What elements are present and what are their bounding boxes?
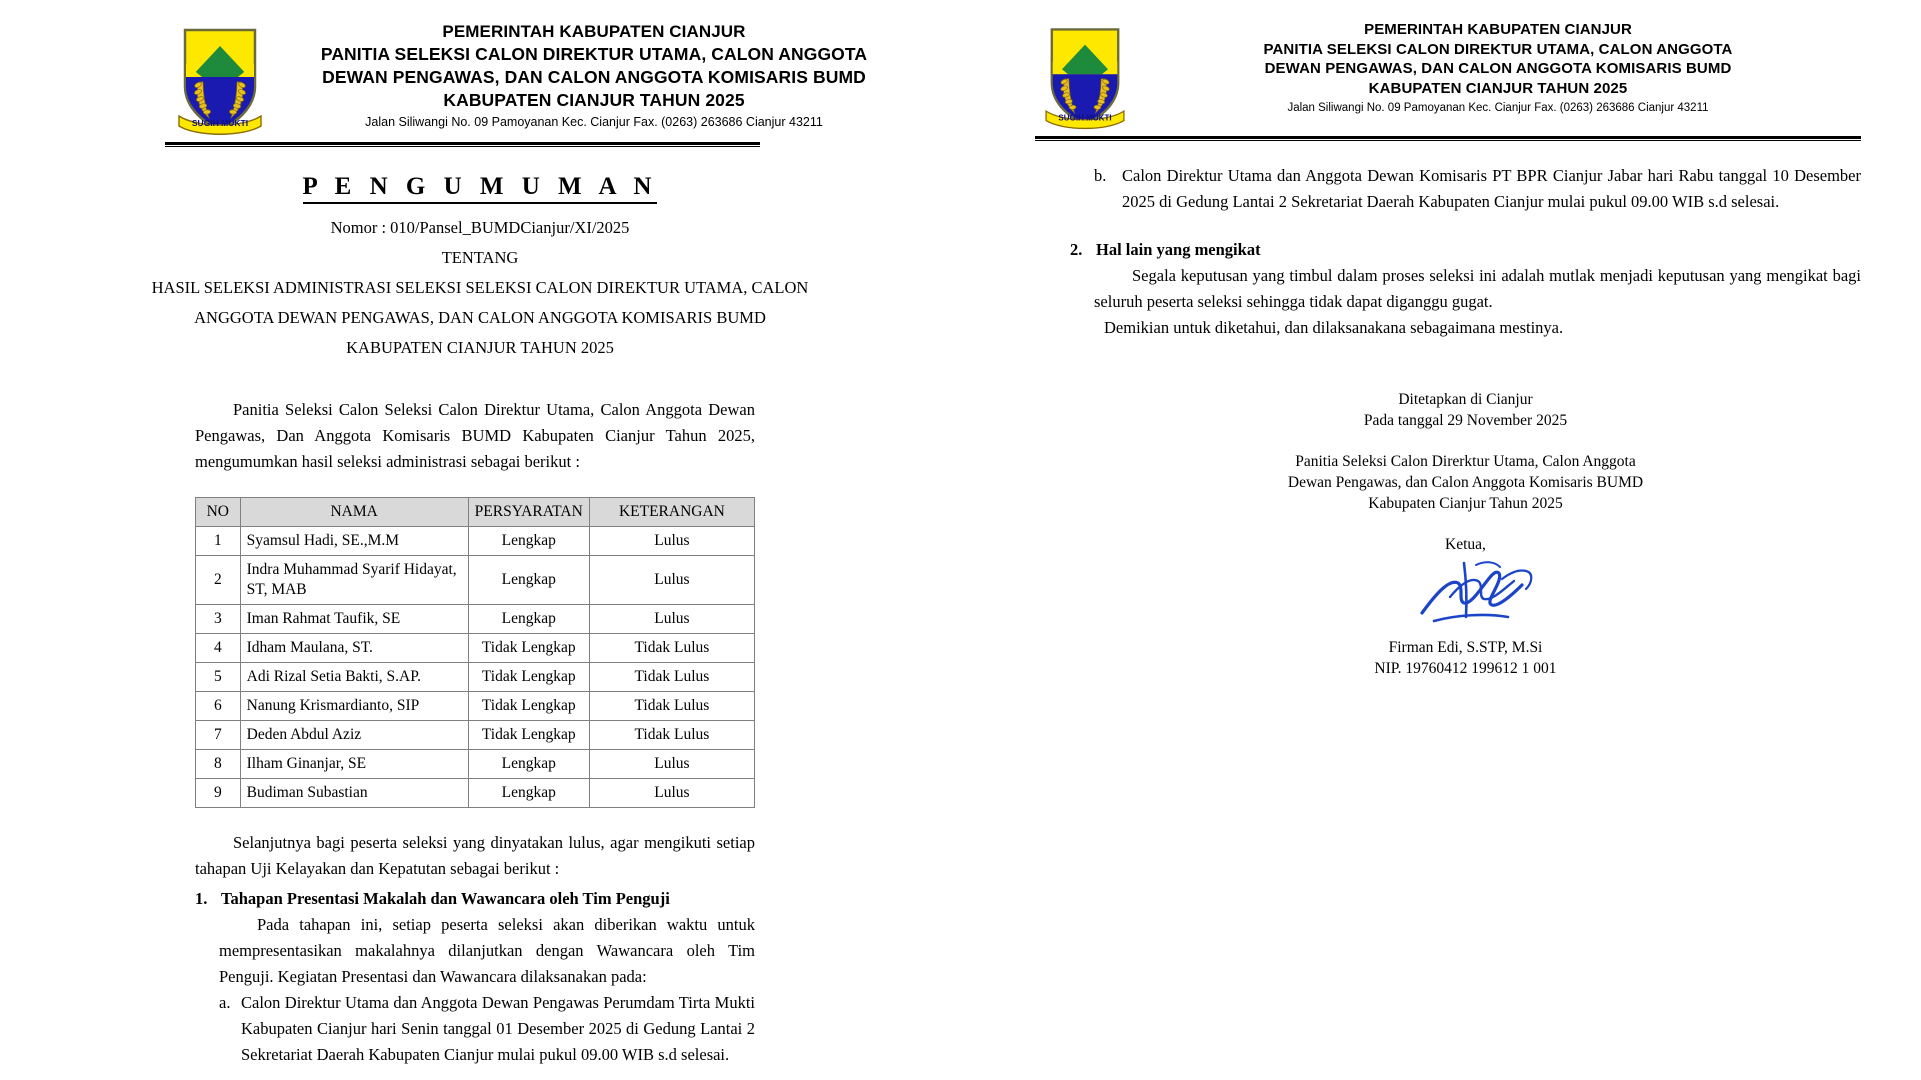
page-1-body (0, 397, 960, 1068)
cell-keterangan: Lulus (589, 605, 754, 634)
cianjur-coat-of-arms-icon (1042, 20, 1128, 132)
section-1-item-b (1070, 163, 1861, 215)
signature-date: Pada tanggal 29 November 2025 (1363, 412, 1568, 429)
cell-persyaratan: Lengkap (468, 527, 589, 556)
signature-block (1070, 389, 1861, 679)
cell-nama: Nanung Krismardianto, SIP (240, 692, 468, 721)
cell-no: 3 (196, 605, 241, 634)
signature-committee-line-3: Kabupaten Cianjur Tahun 2025 (1368, 495, 1563, 512)
section-1-title: Tahapan Presentasi Makalah dan Wawancara oleh Tim Penguji (221, 889, 670, 908)
table-header-keterangan: KETERANGAN (589, 498, 754, 527)
section-2-marker: 2. (1070, 240, 1083, 259)
cell-nama: Idham Maulana, ST. (240, 634, 468, 663)
section-1-item-a (195, 990, 755, 1068)
cell-nama: Iman Rahmat Taufik, SE (240, 605, 468, 634)
announcement-subject-line-3: KABUPATEN CIANJUR TAHUN 2025 (346, 338, 614, 357)
letterhead-line-1: PEMERINTAH KABUPATEN CIANJUR (442, 22, 746, 41)
table-row (196, 556, 755, 605)
table-row (196, 527, 755, 556)
signature-committee-line-2: Dewan Pengawas, dan Calon Anggota Komisaris BUMD (1287, 474, 1644, 491)
letterhead-line-4: KABUPATEN CIANJUR TAHUN 2025 (1368, 79, 1628, 97)
crest-motto-text: SUGIH MUKTI (191, 118, 249, 128)
cell-no: 8 (196, 750, 241, 779)
letterhead-line-1: PEMERINTAH KABUPATEN CIANJUR (1364, 21, 1632, 38)
cell-no: 9 (196, 779, 241, 808)
cell-persyaratan: Tidak Lengkap (468, 721, 589, 750)
table-header-persyaratan: PERSYARATAN (468, 498, 589, 527)
letterhead-line-3: DEWAN PENGAWAS, DAN CALON ANGGOTA KOMISARIS BUMD (322, 67, 866, 87)
document-page-1 (0, 0, 960, 1080)
announcement-tentang-label: TENTANG (441, 248, 519, 267)
cell-no: 4 (196, 634, 241, 663)
table-header-row (196, 498, 755, 527)
after-table-paragraph: Selanjutnya bagi peserta seleksi yang dinyatakan lulus, agar mengikuti setiap tahapan Uji Kelayakan dan Kepatutan sebagai berikut : (195, 833, 755, 878)
page-2-body (960, 163, 1921, 679)
cell-nama: Ilham Ginanjar, SE (240, 750, 468, 779)
cell-keterangan: Tidak Lulus (589, 721, 754, 750)
section-2-paragraph: Segala keputusan yang timbul dalam proses seleksi ini adalah mutlak menjadi keputusan yang mengikat bagi seluruh peserta seleksi sehingga tidak dapat diganggu gugat. (1094, 266, 1861, 311)
section-1-item-b-marker: b. (1094, 166, 1107, 185)
announcement-heading-text: P E N G U M U M A N (303, 173, 658, 204)
cell-nama: Adi Rizal Setia Bakti, S.AP. (240, 663, 468, 692)
table-header-nama: NAMA (240, 498, 468, 527)
letterhead-address: Jalan Siliwangi No. 09 Pamoyanan Kec. Cianjur Fax. (0263) 263686 Cianjur 43211 (365, 115, 823, 129)
cell-no: 6 (196, 692, 241, 721)
section-1-marker: 1. (195, 889, 208, 908)
cell-keterangan: Tidak Lulus (589, 634, 754, 663)
cell-nama: Indra Muhammad Syarif Hidayat, ST, MAB (240, 556, 468, 605)
cell-keterangan: Tidak Lulus (589, 692, 754, 721)
section-2-heading (1070, 237, 1861, 263)
table-row (196, 605, 755, 634)
cell-nama: Deden Abdul Aziz (240, 721, 468, 750)
document-page-2 (960, 0, 1921, 1080)
cell-keterangan: Lulus (589, 556, 754, 605)
crest-container (1035, 20, 1135, 132)
selection-results-table-body (196, 527, 755, 808)
letterhead-address: Jalan Siliwangi No. 09 Pamoyanan Kec. Cianjur Fax. (0263) 263686 Cianjur 43211 (1287, 102, 1709, 114)
announcement-subject-line-2: ANGGOTA DEWAN PENGAWAS, DAN CALON ANGGOTA KOMISARIS BUMD (194, 308, 766, 327)
cell-persyaratan: Lengkap (468, 556, 589, 605)
table-row (196, 721, 755, 750)
cell-persyaratan: Tidak Lengkap (468, 692, 589, 721)
announcement-number: Nomor : 010/Pansel_BUMDCianjur/XI/2025 (330, 218, 630, 237)
cell-nama: Budiman Subastian (240, 779, 468, 808)
letterhead-divider-page-2 (1035, 136, 1861, 141)
letterhead-page-1 (0, 0, 960, 138)
section-1-heading (195, 886, 755, 912)
signature-place: Ditetapkan di Cianjur (1398, 391, 1533, 408)
section-1-item-a-text: Calon Direktur Utama dan Anggota Dewan Pengawas Perumdam Tirta Mukti Kabupaten Cianjur hari Senin tanggal 01 Desember 2025 di Gedung Lantai 2 Sekretariat Daerah Kabupaten Cianjur mulai pukul 09.00 WIB s.d selesai. (241, 993, 755, 1064)
table-row (196, 750, 755, 779)
section-2-title: Hal lain yang mengikat (1096, 240, 1261, 259)
letterhead-line-3: DEWAN PENGAWAS, DAN CALON ANGGOTA KOMISARIS BUMD (1264, 60, 1732, 77)
selection-results-table (195, 497, 755, 808)
signature-nip: NIP. 19760412 199612 1 001 (1374, 660, 1557, 677)
signature-committee-line-1: Panitia Seleksi Calon Direrktur Utama, Calon Anggota (1295, 453, 1636, 470)
section-1-paragraph: Pada tahapan ini, setiap peserta seleksi akan diberikan waktu untuk mempresentasikan makalahnya dilanjutkan dengan Wawancara oleh Tim Penguji. Kegiatan Presentasi dan Wawancara dilaksanakan pada: (219, 915, 755, 986)
signature-role: Ketua, (1445, 536, 1486, 553)
cianjur-coat-of-arms-icon (175, 20, 265, 138)
table-row (196, 634, 755, 663)
cell-no: 5 (196, 663, 241, 692)
cell-persyaratan: Lengkap (468, 605, 589, 634)
cell-persyaratan: Lengkap (468, 779, 589, 808)
cell-no: 1 (196, 527, 241, 556)
letterhead-page-2 (960, 0, 1921, 132)
cell-persyaratan: Tidak Lengkap (468, 634, 589, 663)
cell-keterangan: Lulus (589, 779, 754, 808)
letterhead-text-page-2 (1135, 20, 1861, 116)
cell-persyaratan: Tidak Lengkap (468, 663, 589, 692)
letterhead-text-page-1 (275, 20, 925, 131)
intro-paragraph: Panitia Seleksi Calon Seleksi Calon Direktur Utama, Calon Anggota Dewan Pengawas, Dan Anggota Komisaris BUMD Kabupaten Cianjur Tahun 2025, mengumumkan hasil seleksi administrasi sebagai berikut : (195, 400, 755, 471)
section-1-item-a-marker: a. (219, 993, 231, 1012)
letterhead-line-2: PANITIA SELEKSI CALON DIREKTUR UTAMA, CALON ANGGOTA (1263, 40, 1733, 58)
crest-container (165, 20, 275, 138)
table-row (196, 692, 755, 721)
cell-persyaratan: Lengkap (468, 750, 589, 779)
cell-no: 7 (196, 721, 241, 750)
crest-motto-text: SUGIH MUKTI (1058, 113, 1112, 123)
cell-keterangan: Lulus (589, 750, 754, 779)
signature-name: Firman Edi, S.STP, M.Si (1388, 639, 1543, 656)
section-1-item-b-text: Calon Direktur Utama dan Anggota Dewan Komisaris PT BPR Cianjur Jabar hari Rabu tanggal 10 Desember 2025 di Gedung Lantai 2 Sekretariat Daerah Kabupaten Cianjur mulai pukul 09.00 WIB s.d selesai. (1122, 166, 1861, 211)
handwritten-signature (1070, 555, 1861, 637)
announcement-subject-line-1: HASIL SELEKSI ADMINISTRASI SELEKSI SELEKSI CALON DIREKTUR UTAMA, CALON (151, 278, 809, 297)
letterhead-line-2: PANITIA SELEKSI CALON DIREKTUR UTAMA, CALON ANGGOTA (320, 44, 868, 64)
letterhead-divider-page-1 (165, 142, 760, 147)
section-2-closing: Demikian untuk diketahui, dan dilaksanakana sebagaimana mestinya. (1104, 318, 1564, 337)
cell-keterangan: Lulus (589, 527, 754, 556)
table-row (196, 663, 755, 692)
letterhead-line-4: KABUPATEN CIANJUR TAHUN 2025 (443, 90, 745, 110)
cell-keterangan: Tidak Lulus (589, 663, 754, 692)
cell-nama: Syamsul Hadi, SE.,M.M (240, 527, 468, 556)
table-header-no: NO (196, 498, 241, 527)
cell-no: 2 (196, 556, 241, 605)
table-row (196, 779, 755, 808)
announcement-heading (0, 173, 960, 201)
